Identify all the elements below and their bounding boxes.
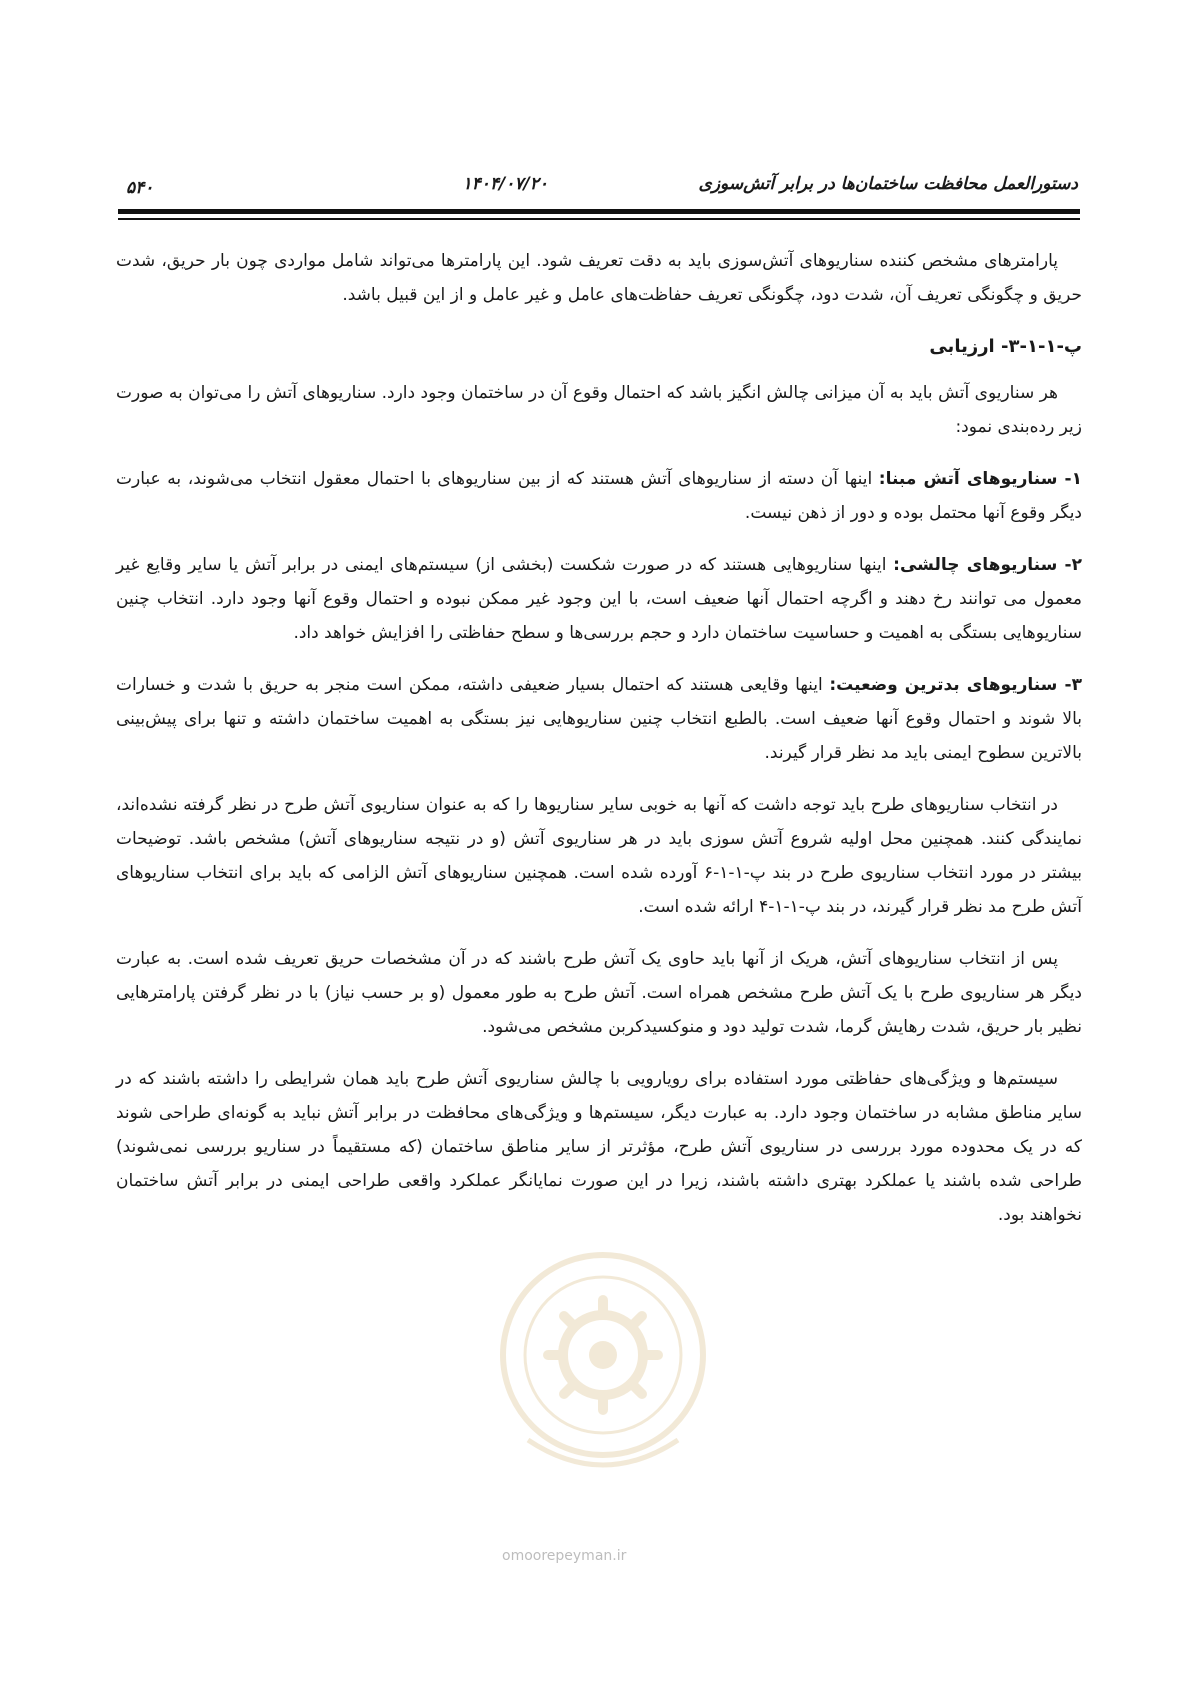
header-title: دستورالعمل محافظت ساختمان‌ها در برابر آتش‌سوزی xyxy=(698,174,1078,194)
list-item-label: ۱- سناریوهای آتش مبنا: xyxy=(878,469,1082,489)
list-item-label: ۲- سناریوهای چالشی: xyxy=(893,555,1083,575)
paragraph-selection: در انتخاب سناریوهای طرح باید توجه داشت که آنها به خوبی سایر سناریوها را که به عنوان سناریوی آتش طرح در نظر گرفته نشده‌اند، نمایندگی کنند. همچنین محل اولیه شروع آتش سوزی باید در هر سناریوی آتش (و در نتیجه سناریوهای آتش) مشخص باشد. توضیحات بیشتر در مورد انتخاب سناریوی طرح در بند پ-۱-۱-۶ آورده شده است. همچنین سناریوهای آتش الزامی که باید برای انتخاب سناریوهای آتش طرح مد نظر قرار گیرند، در بند پ-۱-۱-۴ ارائه شده است. xyxy=(116,795,1082,917)
paragraph-protection-systems: سیستم‌ها و ویژگی‌های حفاظتی مورد استفاده برای رویارویی با چالش سناریوی آتش طرح باید همان شرایطی را داشته باشند که در سایر مناطق مشابه در ساختمان وجود دارد. به عبارت دیگر، سیستم‌ها و ویژگی‌های محافظت در برابر آتش نباید به گونه‌ای طراحی شوند که در یک محدوده مورد بررسی در سناریوی آتش طرح، مؤثرتر از سایر مناطق ساختمان (که مستقیماً در سناریو بررسی نمی‌شوند) طراحی شده باشند یا عملکرد بهتری داشته باشند، زیرا در این صورت نمایانگر عملکرد واقعی طراحی ایمنی در برابر آتش ساختمان نخواهند بود. xyxy=(116,1069,1082,1225)
list-item-basic-scenarios xyxy=(116,462,1082,530)
paragraph-assessment: هر سناریوی آتش باید به آن میزانی چالش انگیز باشد که احتمال وقوع آن در ساختمان وجود دارد. سناریوهای آتش را می‌توان به صورت زیر رده‌بندی نمود: xyxy=(116,383,1082,437)
document-body xyxy=(116,244,1082,1250)
list-item-text: اینها آن دسته از سناریوهای آتش هستند که از بین سناریوهای با احتمال معقول انتخاب می‌شوند، به عبارت دیگر وقوع آنها محتمل بوده و دور از ذهن نیست. xyxy=(116,469,1082,523)
page-number: ۵۴۰ xyxy=(126,178,154,198)
list-item-text: اینها سناریوهایی هستند که در صورت شکست (بخشی از) سیستم‌های ایمنی در برابر آتش یا سایر وقایع غیر معمول می توانند رخ دهند و اگرچه احتمال آنها ضعیف است، با این وجود غیر ممکن نبوده و احتمال وقوع آنها وجود دارد. انتخاب چنین سناریوهایی بستگی به اهمیت و حساسیت ساختمان دارد و حجم بررسی‌ها و سطح حفاظتی را افزایش خواهد داد. xyxy=(116,555,1082,643)
list-item-label: ۳- سناریوهای بدترین وضعیت: xyxy=(829,675,1082,695)
list-item-challenging-scenarios xyxy=(116,548,1082,650)
list-item-worst-case-scenarios xyxy=(116,668,1082,770)
header-rule-thick xyxy=(118,209,1080,214)
header-date: ۱۴۰۴/۰۷/۲۰ xyxy=(462,174,548,194)
header-rule-thin xyxy=(118,218,1080,220)
section-heading: پ-۱-۱-۳- ارزیابی xyxy=(929,336,1082,357)
watermark-text: omoorepeyman.ir xyxy=(502,1548,627,1564)
page-header xyxy=(118,170,1078,206)
paragraph-design-fire: پس از انتخاب سناریوهای آتش، هریک از آنها باید حاوی یک آتش طرح باشند که در آن مشخصات حریق تعریف شده است. به عبارت دیگر هر سناریوی طرح با یک آتش طرح مشخص همراه است. آتش طرح به طور معمول (و بر حسب نیاز) با در نظر گرفتن پارامترهایی نظیر بار حریق، شدت رهایش گرما، شدت تولید دود و منوکسیدکربن مشخص می‌شود. xyxy=(116,949,1082,1037)
paragraph-parameters: پارامترهای مشخص کننده سناریوهای آتش‌سوزی باید به دقت تعریف شود. این پارامترها می‌تواند شامل مواردی چون بار حریق، شدت حریق و چگونگی تعریف آن، شدت دود، چگونگی تعریف حفاظت‌های عامل و غیر عامل و از این قبیل باشد. xyxy=(116,251,1082,305)
seal-logo-icon xyxy=(488,1240,718,1500)
list-item-text: اینها وقایعی هستند که احتمال بسیار ضعیفی داشته، ممکن است منجر به حریق با شدت و خسارات بالا شوند و احتمال وقوع آنها ضعیف است. بالطبع انتخاب چنین سناریوهایی نیز بستگی به اهمیت ساختمان داشته و تنها برای پیش‌بینی بالاترین سطوح ایمنی باید مد نظر قرار گیرند. xyxy=(116,675,1082,763)
